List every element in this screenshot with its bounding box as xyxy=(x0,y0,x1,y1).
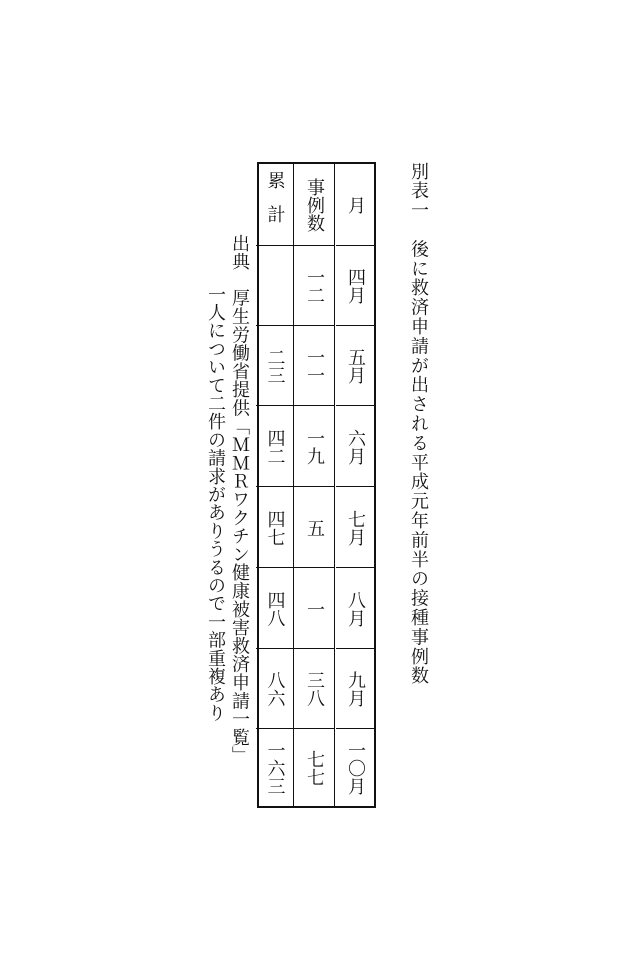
cases-value: 一一 xyxy=(304,348,325,384)
table-cell xyxy=(256,245,293,326)
table-cell xyxy=(336,648,374,729)
table-cell xyxy=(256,486,293,568)
table-cell xyxy=(294,486,334,568)
table-cell xyxy=(256,728,293,806)
cumulative-header: 累計 xyxy=(264,170,286,239)
month-label: 六月 xyxy=(345,428,366,465)
cumulative-value: 四八 xyxy=(264,590,286,627)
overlap-note: 一人について二件の請求がありうるので一部重複あり xyxy=(205,285,226,722)
month-header-cell xyxy=(336,164,374,245)
table-cell xyxy=(256,325,293,406)
cases-value: 五 xyxy=(304,518,325,537)
cumulative-value: 一六三 xyxy=(264,740,286,795)
table-cell xyxy=(256,567,293,649)
cumulative-header-cell xyxy=(256,164,293,245)
table-cell xyxy=(336,567,374,649)
month-label: 八月 xyxy=(345,590,366,627)
table-cell xyxy=(336,486,374,568)
month-label: 五月 xyxy=(345,348,366,384)
cumulative-value: 八六 xyxy=(264,671,286,707)
table-cell xyxy=(256,405,293,487)
table-cell xyxy=(294,405,334,487)
cases-row xyxy=(294,164,335,806)
month-label: 一〇月 xyxy=(345,740,366,795)
source-note: 出典 厚生労働省提供「ＭＭＲワクチン健康被害救済申請一覧」 xyxy=(229,234,250,765)
table-caption: 別表一 後に救済申請が出される平成元年前半の接種事例数 xyxy=(408,162,429,686)
cumulative-value: 四七 xyxy=(264,509,286,546)
cumulative-value: 四二 xyxy=(264,428,286,465)
month-label: 七月 xyxy=(345,509,366,546)
table-cell xyxy=(336,245,374,326)
table-cell xyxy=(294,567,334,649)
month-row xyxy=(336,164,374,806)
cases-value: 七七 xyxy=(304,749,325,786)
cases-value: 一二 xyxy=(304,268,325,304)
cases-value: 一九 xyxy=(304,428,325,465)
table-cell xyxy=(294,728,334,806)
month-header: 月 xyxy=(345,195,366,214)
table-cell xyxy=(336,325,374,406)
table-cell xyxy=(336,728,374,806)
table-cell xyxy=(294,245,334,326)
cumulative-row xyxy=(256,164,294,806)
cases-header: 事例数 xyxy=(304,177,325,232)
cases-value: 三八 xyxy=(304,671,325,707)
table-cell xyxy=(294,325,334,406)
table-cell xyxy=(336,405,374,487)
cases-value: 一 xyxy=(304,599,325,618)
cases-header-cell xyxy=(294,164,334,245)
month-label: 四月 xyxy=(345,268,366,304)
cumulative-value: 二三 xyxy=(264,348,286,384)
table-cell xyxy=(294,648,334,729)
table-cell xyxy=(256,648,293,729)
month-label: 九月 xyxy=(345,671,366,707)
case-count-table xyxy=(257,162,376,808)
